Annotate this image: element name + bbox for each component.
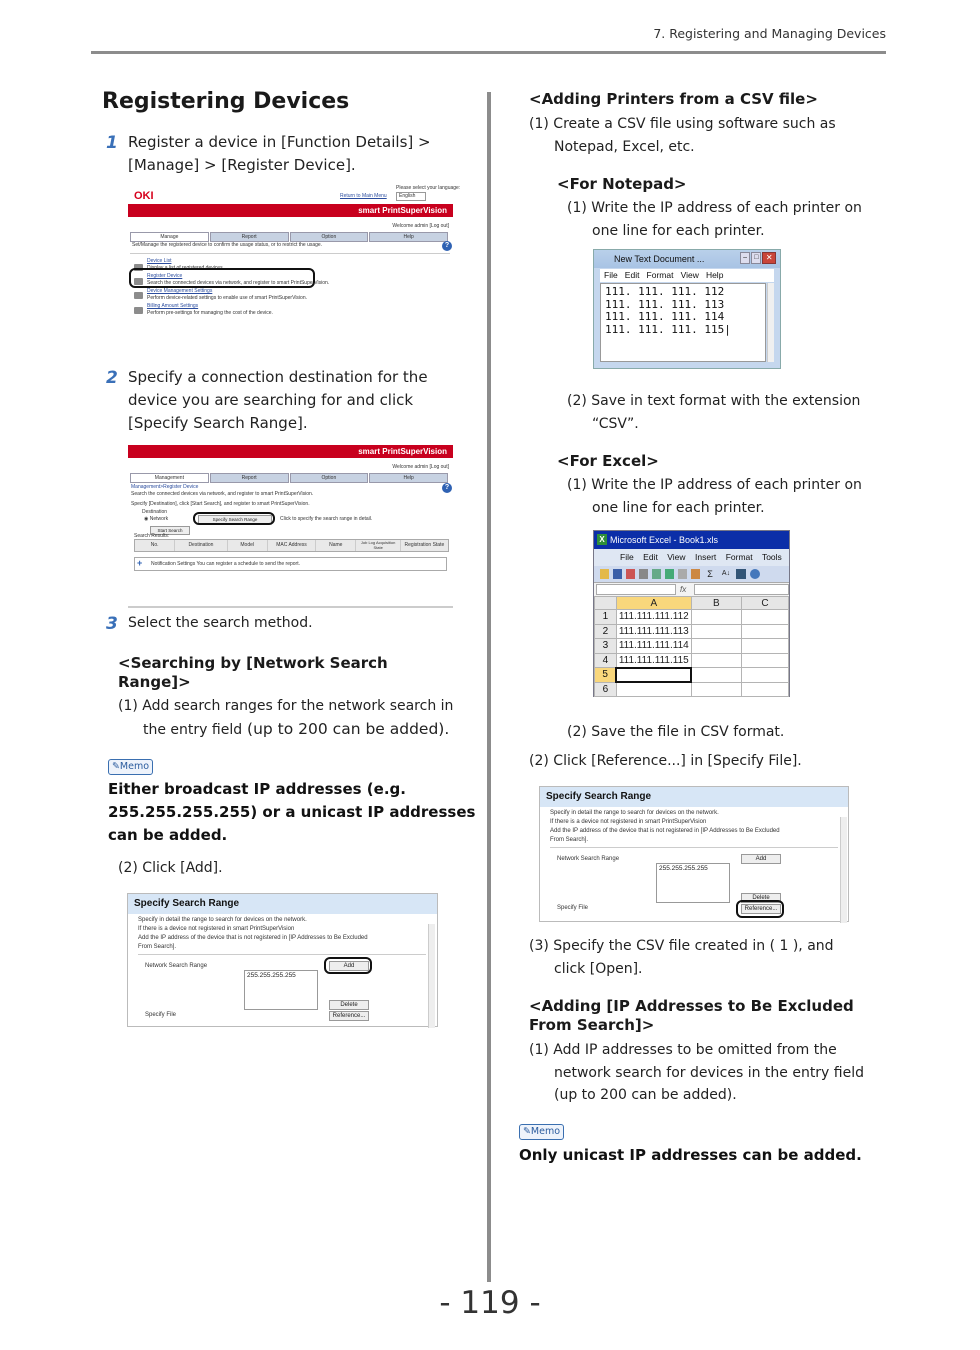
cut-icon[interactable] xyxy=(678,569,687,579)
menu-help[interactable]: Help xyxy=(705,270,724,280)
memo-text: Only unicast IP addresses can be added. xyxy=(519,1146,862,1164)
menu-insert[interactable]: Insert xyxy=(695,552,717,562)
column-header[interactable]: C xyxy=(741,597,788,610)
notepad-window xyxy=(593,249,781,369)
specify-search-range-button[interactable]: Specify Search Range xyxy=(198,515,272,524)
step-text: Register a device in [Function Details] > [Manage] > [Register Device]. xyxy=(128,133,431,174)
step-number: 2 xyxy=(106,368,118,388)
reference-button[interactable]: Reference... xyxy=(741,904,781,914)
save-icon[interactable] xyxy=(613,569,622,579)
notepad-menubar xyxy=(600,269,774,282)
step-number: 1 xyxy=(106,133,118,153)
list-item: (1) Add search ranges for the network search in the entry field (up to 200 can be added). xyxy=(118,698,454,738)
language-select[interactable]: English xyxy=(396,192,426,201)
dialog-title: Specify Search Range xyxy=(128,894,437,914)
delete-button[interactable]: Delete xyxy=(741,893,781,903)
tab-help[interactable]: Help xyxy=(369,473,448,483)
nav-tabs xyxy=(130,232,448,242)
subsection-notepad: <For Notepad> xyxy=(557,175,687,193)
name-box[interactable] xyxy=(596,584,676,595)
page-number: - 119 - xyxy=(439,1285,541,1321)
list-item: (2) Save the file in CSV format. xyxy=(567,724,785,740)
link-billing-settings[interactable]: Billing Amount Settings xyxy=(147,303,199,309)
specify-search-range-dialog: Specify Search Range Specify in detail the range to search for devices on the network. If there is a device not registered in smart PrintSuperVision Add the IP address of the device that is not registered in [IP Addresses to Be Excluded From Search]. Network Search Range 255.255.255.255 Add Delete Specify File Reference... xyxy=(539,786,849,922)
list-item: (2) Click [Add]. xyxy=(118,860,223,876)
help-icon[interactable]: ? xyxy=(442,241,452,251)
section-title: Registering Devices xyxy=(102,89,350,114)
cell[interactable]: 111.111.111.113 xyxy=(616,624,691,639)
row-header[interactable]: 3 xyxy=(595,639,617,654)
highlight-oval xyxy=(736,900,784,918)
list-item: (1) Write the IP address of each printer on one line for each printer. xyxy=(567,477,862,516)
help-icon[interactable]: ? xyxy=(442,483,452,493)
tab-option[interactable]: Option xyxy=(290,473,369,483)
add-button[interactable]: Add xyxy=(329,961,369,971)
link-register-device[interactable]: Register Device xyxy=(147,273,183,279)
subsection-csv: <Adding Printers from a CSV file> xyxy=(529,90,818,108)
header-rule xyxy=(91,51,886,54)
column-header[interactable]: B xyxy=(691,597,741,610)
menu-view[interactable]: View xyxy=(680,270,699,280)
scrollbar[interactable] xyxy=(840,817,847,923)
tab-manage[interactable]: Manage xyxy=(130,232,209,242)
printer-icon xyxy=(134,307,143,314)
brand-bar: smart PrintSuperVision xyxy=(128,204,453,217)
autosum-icon[interactable]: Σ xyxy=(707,569,713,579)
main-menu-link[interactable]: Return to Main Menu xyxy=(340,193,387,199)
step-number: 3 xyxy=(106,614,118,634)
close-icon[interactable]: ✕ xyxy=(762,252,776,264)
formula-bar xyxy=(594,582,789,596)
row-header[interactable]: 6 xyxy=(595,682,617,697)
copy-icon[interactable] xyxy=(691,569,700,579)
list-item: (2) Click [Reference...] in [Specify File]. xyxy=(529,753,802,769)
menu-tools[interactable]: Tools xyxy=(761,552,782,562)
brand-bar: smart PrintSuperVision xyxy=(128,445,453,458)
page-description: Set/Manage the registered device to confirm the usage status, or to restrict the usage. xyxy=(132,242,323,248)
notification-settings-box: + Notification Settings You can register a schedule to send the report. xyxy=(134,557,447,571)
excel-icon: X xyxy=(597,534,607,545)
list-item: (1) Create a CSV file using software such as Notepad, Excel, etc. xyxy=(529,116,836,155)
active-cell[interactable] xyxy=(616,668,691,683)
column-divider xyxy=(487,92,491,1282)
breadcrumb[interactable]: Management>Register Device xyxy=(131,484,199,490)
fx-icon: fx xyxy=(680,585,687,594)
reference-button[interactable]: Reference... xyxy=(329,1011,369,1021)
subsection-network-search: <Searching by [Network Search Range]> xyxy=(118,654,388,691)
highlight-oval xyxy=(129,268,315,288)
cell[interactable]: 111.111.111.112 xyxy=(616,610,691,625)
window-controls xyxy=(740,252,776,264)
subsection-excel: <For Excel> xyxy=(557,452,659,470)
menu-file[interactable]: File xyxy=(620,552,634,562)
link-device-settings[interactable]: Device Management Settings xyxy=(147,288,213,294)
sort-icon[interactable]: A↓ xyxy=(721,570,731,577)
row-header[interactable]: 1 xyxy=(595,610,617,625)
excel-title: Microsoft Excel - Book1.xls xyxy=(594,531,789,549)
list-item: (1) Write the IP address of each printer on one line for each printer. xyxy=(567,200,862,239)
cell[interactable]: 111.111.111.115 xyxy=(616,653,691,668)
scrollbar[interactable] xyxy=(428,924,435,1028)
notepad-title: New Text Document ... xyxy=(594,250,780,268)
start-search-button[interactable]: Start Search xyxy=(150,526,190,535)
welcome-text: Welcome admin [Log out] xyxy=(392,223,449,229)
screenshot-manage-menu: OKI Return to Main Menu Please select your language: English smart PrintSuperVision Welcome admin [Log out] Manage Report Option Help Set/Manage the registered device to confirm the usage status, or to restrict the usage. ? Device List Display a list of registered devices. Register Device Search the connected devices via network, and register to smart PrintSuperVision. Device Management Settings Perform device-related settings to enable use of smart PrintSuperVision. Billing Amount Settings Perform pre-settings for managing the cost of the device. xyxy=(128,184,453,359)
chapter-header: 7. Registering and Managing Devices xyxy=(653,26,886,41)
add-button[interactable]: Add xyxy=(741,854,781,864)
step-text: Specify a connection destination for the device you are searching for and click [Specify Search Range]. xyxy=(128,368,428,432)
excel-menubar xyxy=(594,549,789,566)
search-range-list[interactable]: 255.255.255.255 xyxy=(244,970,318,1010)
nav-tabs xyxy=(130,473,448,483)
column-header[interactable]: A xyxy=(616,597,691,610)
notepad-text-area[interactable]: 111. 111. 111. 112 111. 111. 111. 113 111. 111. 111. 114 111. 111. 111. 115| xyxy=(600,283,766,362)
highlight-oval xyxy=(193,512,275,525)
open-icon[interactable] xyxy=(600,569,609,579)
step-text: Select the search method. xyxy=(128,615,313,631)
tab-management[interactable]: Management xyxy=(130,473,209,483)
maximize-icon[interactable]: □ xyxy=(751,252,761,264)
memo-icon: ✎Memo xyxy=(108,759,153,775)
memo-icon: ✎Memo xyxy=(519,1124,564,1140)
highlight-oval xyxy=(324,957,372,974)
list-item: (1) Add IP addresses to be omitted from the network search for devices in the entry field (up to 200 can be added). xyxy=(529,1042,865,1103)
spelling-icon[interactable] xyxy=(665,569,674,579)
chart-icon[interactable] xyxy=(736,569,746,579)
menu-edit[interactable]: Edit xyxy=(643,552,658,562)
menu-format[interactable]: Format xyxy=(646,270,674,280)
print-icon[interactable] xyxy=(639,569,648,579)
formula-input[interactable] xyxy=(694,584,789,595)
list-item: (3) Specify the CSV file created in ( 1 ), and click [Open]. xyxy=(529,938,834,977)
excel-window xyxy=(593,530,790,697)
preview-icon[interactable] xyxy=(652,569,661,579)
row-header[interactable]: 5 xyxy=(595,668,617,683)
link-device-list[interactable]: Device List xyxy=(147,258,172,264)
spreadsheet-grid xyxy=(594,596,789,697)
tab-report[interactable]: Report xyxy=(210,232,289,242)
scrollbar[interactable] xyxy=(767,283,774,362)
excel-toolbar xyxy=(594,566,789,582)
permission-icon[interactable] xyxy=(626,569,635,579)
menu-file[interactable]: File xyxy=(604,270,618,280)
tab-report[interactable]: Report xyxy=(210,473,289,483)
cell[interactable]: 111.111.111.114 xyxy=(616,639,691,654)
specify-search-range-dialog: Specify Search Range Specify in detail the range to search for devices on the network. If there is a device not registered in smart PrintSuperVision Add the IP address of the device that is not registered in [IP Addresses to Be Excluded From Search]. Network Search Range 255.255.255.255 Add Delete Specify File Reference... xyxy=(127,893,438,1027)
row-header[interactable]: 4 xyxy=(595,653,617,668)
screenshot-register-device: smart PrintSuperVision Welcome admin [Log out] Management Report Option Help Management>Register Device Search the connected devices via network, and register to smart PrintSuperVision. ? Specify [Destination], click [Start Search], and register to smart PrintSuperVision. Destination ◉ Network Specify Search Range Click to specify the search range in detail. Start Search Search Results: No. Destination Model MAC Address Name Job Log Acquisition State Registration State + Notification Settings You can register a schedule to send the report. xyxy=(128,444,453,608)
plus-icon[interactable]: + xyxy=(137,558,143,568)
welcome-text: Welcome admin [Log out] xyxy=(392,464,449,470)
menu-view[interactable]: View xyxy=(667,552,686,562)
printer-icon xyxy=(134,292,143,299)
tab-help[interactable]: Help xyxy=(369,232,448,242)
row-header[interactable]: 2 xyxy=(595,624,617,639)
list-item: (2) Save in text format with the extension “CSV”. xyxy=(567,393,861,432)
dialog-title: Specify Search Range xyxy=(540,787,848,807)
help-icon[interactable] xyxy=(750,569,760,579)
memo-text: Either broadcast IP addresses (e.g. 255.255.255.255) or a unicast IP addresses can be added. xyxy=(108,780,476,844)
menu-edit[interactable]: Edit xyxy=(624,270,640,280)
oki-logo: OKI xyxy=(134,190,154,202)
search-range-list[interactable]: 255.255.255.255 xyxy=(656,863,730,903)
results-table-header: No. Destination Model MAC Address Name Job Log Acquisition State Registration State xyxy=(134,539,449,552)
menu-format[interactable]: Format xyxy=(725,552,753,562)
cell[interactable] xyxy=(616,682,691,697)
tab-option[interactable]: Option xyxy=(290,232,369,242)
network-radio[interactable]: ◉ Network xyxy=(144,516,169,522)
delete-button[interactable]: Delete xyxy=(329,1000,369,1010)
subsection-exclude: <Adding [IP Addresses to Be Excluded From Search]> xyxy=(529,997,854,1034)
minimize-icon[interactable]: – xyxy=(740,252,750,264)
